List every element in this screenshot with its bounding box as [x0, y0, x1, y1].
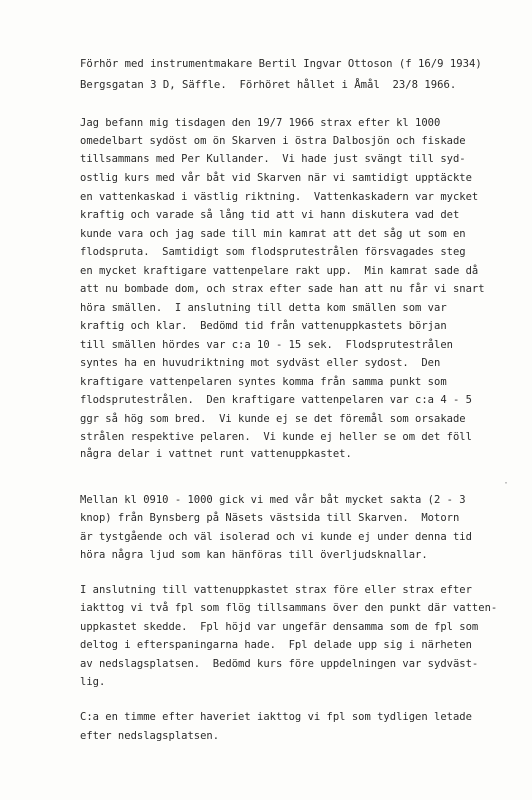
text-line: kraftig och klar. Bedömd tid från vattenuppkastets början	[80, 320, 447, 332]
text-line: ostlig kurs med vår båt vid Skarven när vi samtidigt upptäckte	[80, 172, 472, 184]
text-line: flodsprutestrålen. Den kraftigare vattenpelaren var c:a 4 - 5	[80, 394, 472, 406]
text-line: att nu bombade dom, och strax efter sade han att nu får vi snart	[80, 283, 485, 295]
text-line: lig.	[80, 676, 106, 688]
text-line: I anslutning till vattenuppkastet strax före eller strax efter	[80, 584, 472, 596]
text-line: Mellan kl 0910 - 1000 gick vi med vår båt mycket sakta (2 - 3	[80, 494, 466, 506]
text-line: iakttog vi två fpl som flög tillsammans över den punkt där vatten-	[80, 602, 498, 614]
text-line: strålen respektive pelaren. Vi kunde ej heller se om det föll	[80, 431, 472, 443]
text-line: några delar i vattnet runt vattenuppkastet.	[80, 448, 352, 460]
text-line: av nedslagsplatsen. Bedömd kurs före uppdelningen var sydväst-	[80, 658, 479, 670]
margin-mark: ·	[503, 478, 510, 489]
text-line: efter nedslagsplatsen.	[80, 730, 220, 742]
text-line: tillsammans med Per Kullander. Vi hade just svängt till syd-	[80, 153, 466, 165]
text-line: höra några ljud som kan hänföras till överljudsknallar.	[80, 549, 428, 561]
text-line: C:a en timme efter haveriet iakttog vi fpl som tydligen letade	[80, 711, 472, 723]
text-line: omedelbart sydöst om ön Skarven i östra Dalbosjön och fiskade	[80, 135, 466, 147]
text-line: syntes ha en huvudriktning mot sydväst eller sydost. Den	[80, 357, 441, 369]
text-line: kraftigare vattenpelaren syntes komma från samma punkt som	[80, 376, 447, 388]
text-line: kraftig och varade så lång tid att vi hann diskutera vad det	[80, 209, 460, 221]
text-line: till smällen hördes var c:a 10 - 15 sek. Flodsprutestrålen	[80, 339, 453, 351]
text-line: ggr så hög som bred. Vi kunde ej se det föremål som orsakade	[80, 413, 466, 425]
text-line: kunde vara och jag sade till min kamrat att det såg ut som en	[80, 228, 466, 240]
text-line: en vattenkaskad i västlig riktning. Vattenkaskadern var mycket	[80, 191, 479, 203]
text-line: är tystgående och väl isolerad och vi kunde ej under denna tid	[80, 531, 472, 543]
text-line: höra smällen. I anslutning till detta kom smällen som var	[80, 302, 447, 314]
text-line: flodspruta. Samtidigt som flodsprutestrålen försvagades steg	[80, 246, 466, 258]
text-line: uppkastet skedde. Fpl höjd var ungefär densamma som de fpl som	[80, 621, 479, 633]
header-line: Bergsgatan 3 D, Säffle. Förhöret hållet i Åmål 23/8 1966.	[80, 79, 457, 91]
text-line: en mycket kraftigare vattenpelare rakt upp. Min kamrat sade då	[80, 265, 479, 277]
text-line: deltog i efterspaningarna hade. Fpl delade upp sig i närheten	[80, 639, 472, 651]
text-line: Jag befann mig tisdagen den 19/7 1966 strax efter kl 1000	[80, 117, 441, 129]
text-line: knop) från Bynsberg på Näsets västsida till Skarven. Motorn	[80, 512, 460, 524]
header-line: Förhör med instrumentmakare Bertil Ingvar Ottoson (f 16/9 1934)	[80, 58, 482, 70]
